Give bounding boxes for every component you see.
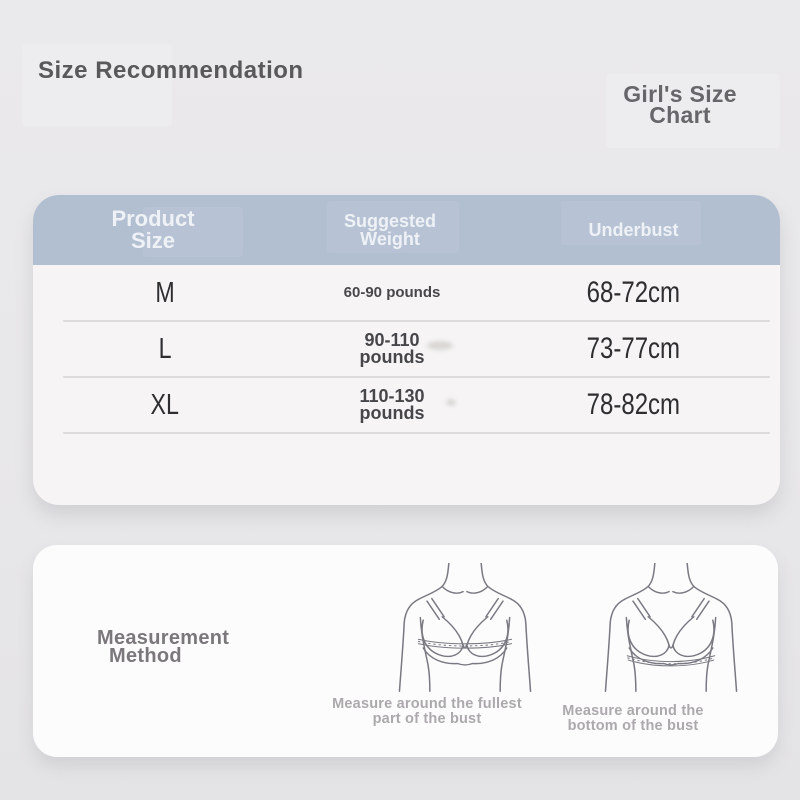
image-artifact-smudge [427, 341, 453, 350]
measurement-method-title [97, 629, 229, 666]
underbust-value-text: 68-72cm [586, 276, 681, 309]
underbust-value [487, 332, 780, 366]
column-header-suggested-weight [257, 212, 487, 249]
page-title: Size Recommendation [38, 57, 304, 84]
figure-caption [533, 704, 733, 733]
measurement-title-line2: Method [109, 645, 182, 668]
bust-fullest-measure-illustration [389, 563, 541, 693]
underbust-value-text: 73-77cm [586, 332, 681, 365]
size-table-header [33, 195, 780, 265]
size-value [33, 333, 257, 366]
weight-line: 60-90 pounds [343, 283, 441, 301]
chart-subtitle-line1: Girl's Size [623, 81, 737, 107]
size-value-text: XL [150, 388, 180, 421]
figure-bust-fullest [327, 563, 527, 726]
weight-line: 110-130 [359, 385, 425, 406]
weight-line: 90-110 [364, 329, 420, 350]
weight-value [257, 283, 487, 301]
column-header-product-size [33, 205, 257, 253]
underbust-value [487, 276, 780, 310]
underbust-value [487, 388, 780, 422]
measurement-method-card [33, 545, 778, 757]
table-row-size-l [33, 321, 780, 377]
weight-value [257, 329, 487, 367]
size-chart-card [33, 195, 780, 505]
figure-caption [327, 697, 527, 726]
size-value [33, 277, 257, 310]
size-value-text: L [158, 332, 172, 365]
caption-line: bottom of the bust [567, 717, 699, 734]
caption-line: Measure around the [562, 703, 704, 719]
measurement-title-line1: Measurement [97, 627, 230, 649]
column-header-line: Product [111, 205, 195, 231]
chart-subtitle [600, 81, 760, 129]
caption-line: part of the bust [372, 710, 482, 727]
column-header-line: Suggested [343, 210, 436, 231]
table-row-size-m [33, 265, 780, 321]
weight-line: pounds [359, 403, 425, 423]
column-header-underbust [487, 221, 780, 239]
image-artifact-smudge [446, 399, 456, 406]
size-table-body [33, 265, 780, 433]
weight-line: pounds [359, 347, 425, 367]
size-value-text: M [155, 276, 175, 309]
column-header-line: Underbust [588, 219, 679, 240]
column-header-line: Weight [360, 229, 420, 249]
bust-bottom-measure-illustration [595, 563, 747, 693]
underbust-value-text: 78-82cm [586, 388, 681, 421]
caption-line: Measure around the fullest [332, 696, 522, 712]
size-value [33, 389, 257, 422]
column-header-line: Size [130, 228, 176, 253]
chart-subtitle-line2: Chart [649, 102, 711, 129]
figure-bust-bottom [533, 563, 733, 733]
table-row-size-xl [33, 377, 780, 433]
